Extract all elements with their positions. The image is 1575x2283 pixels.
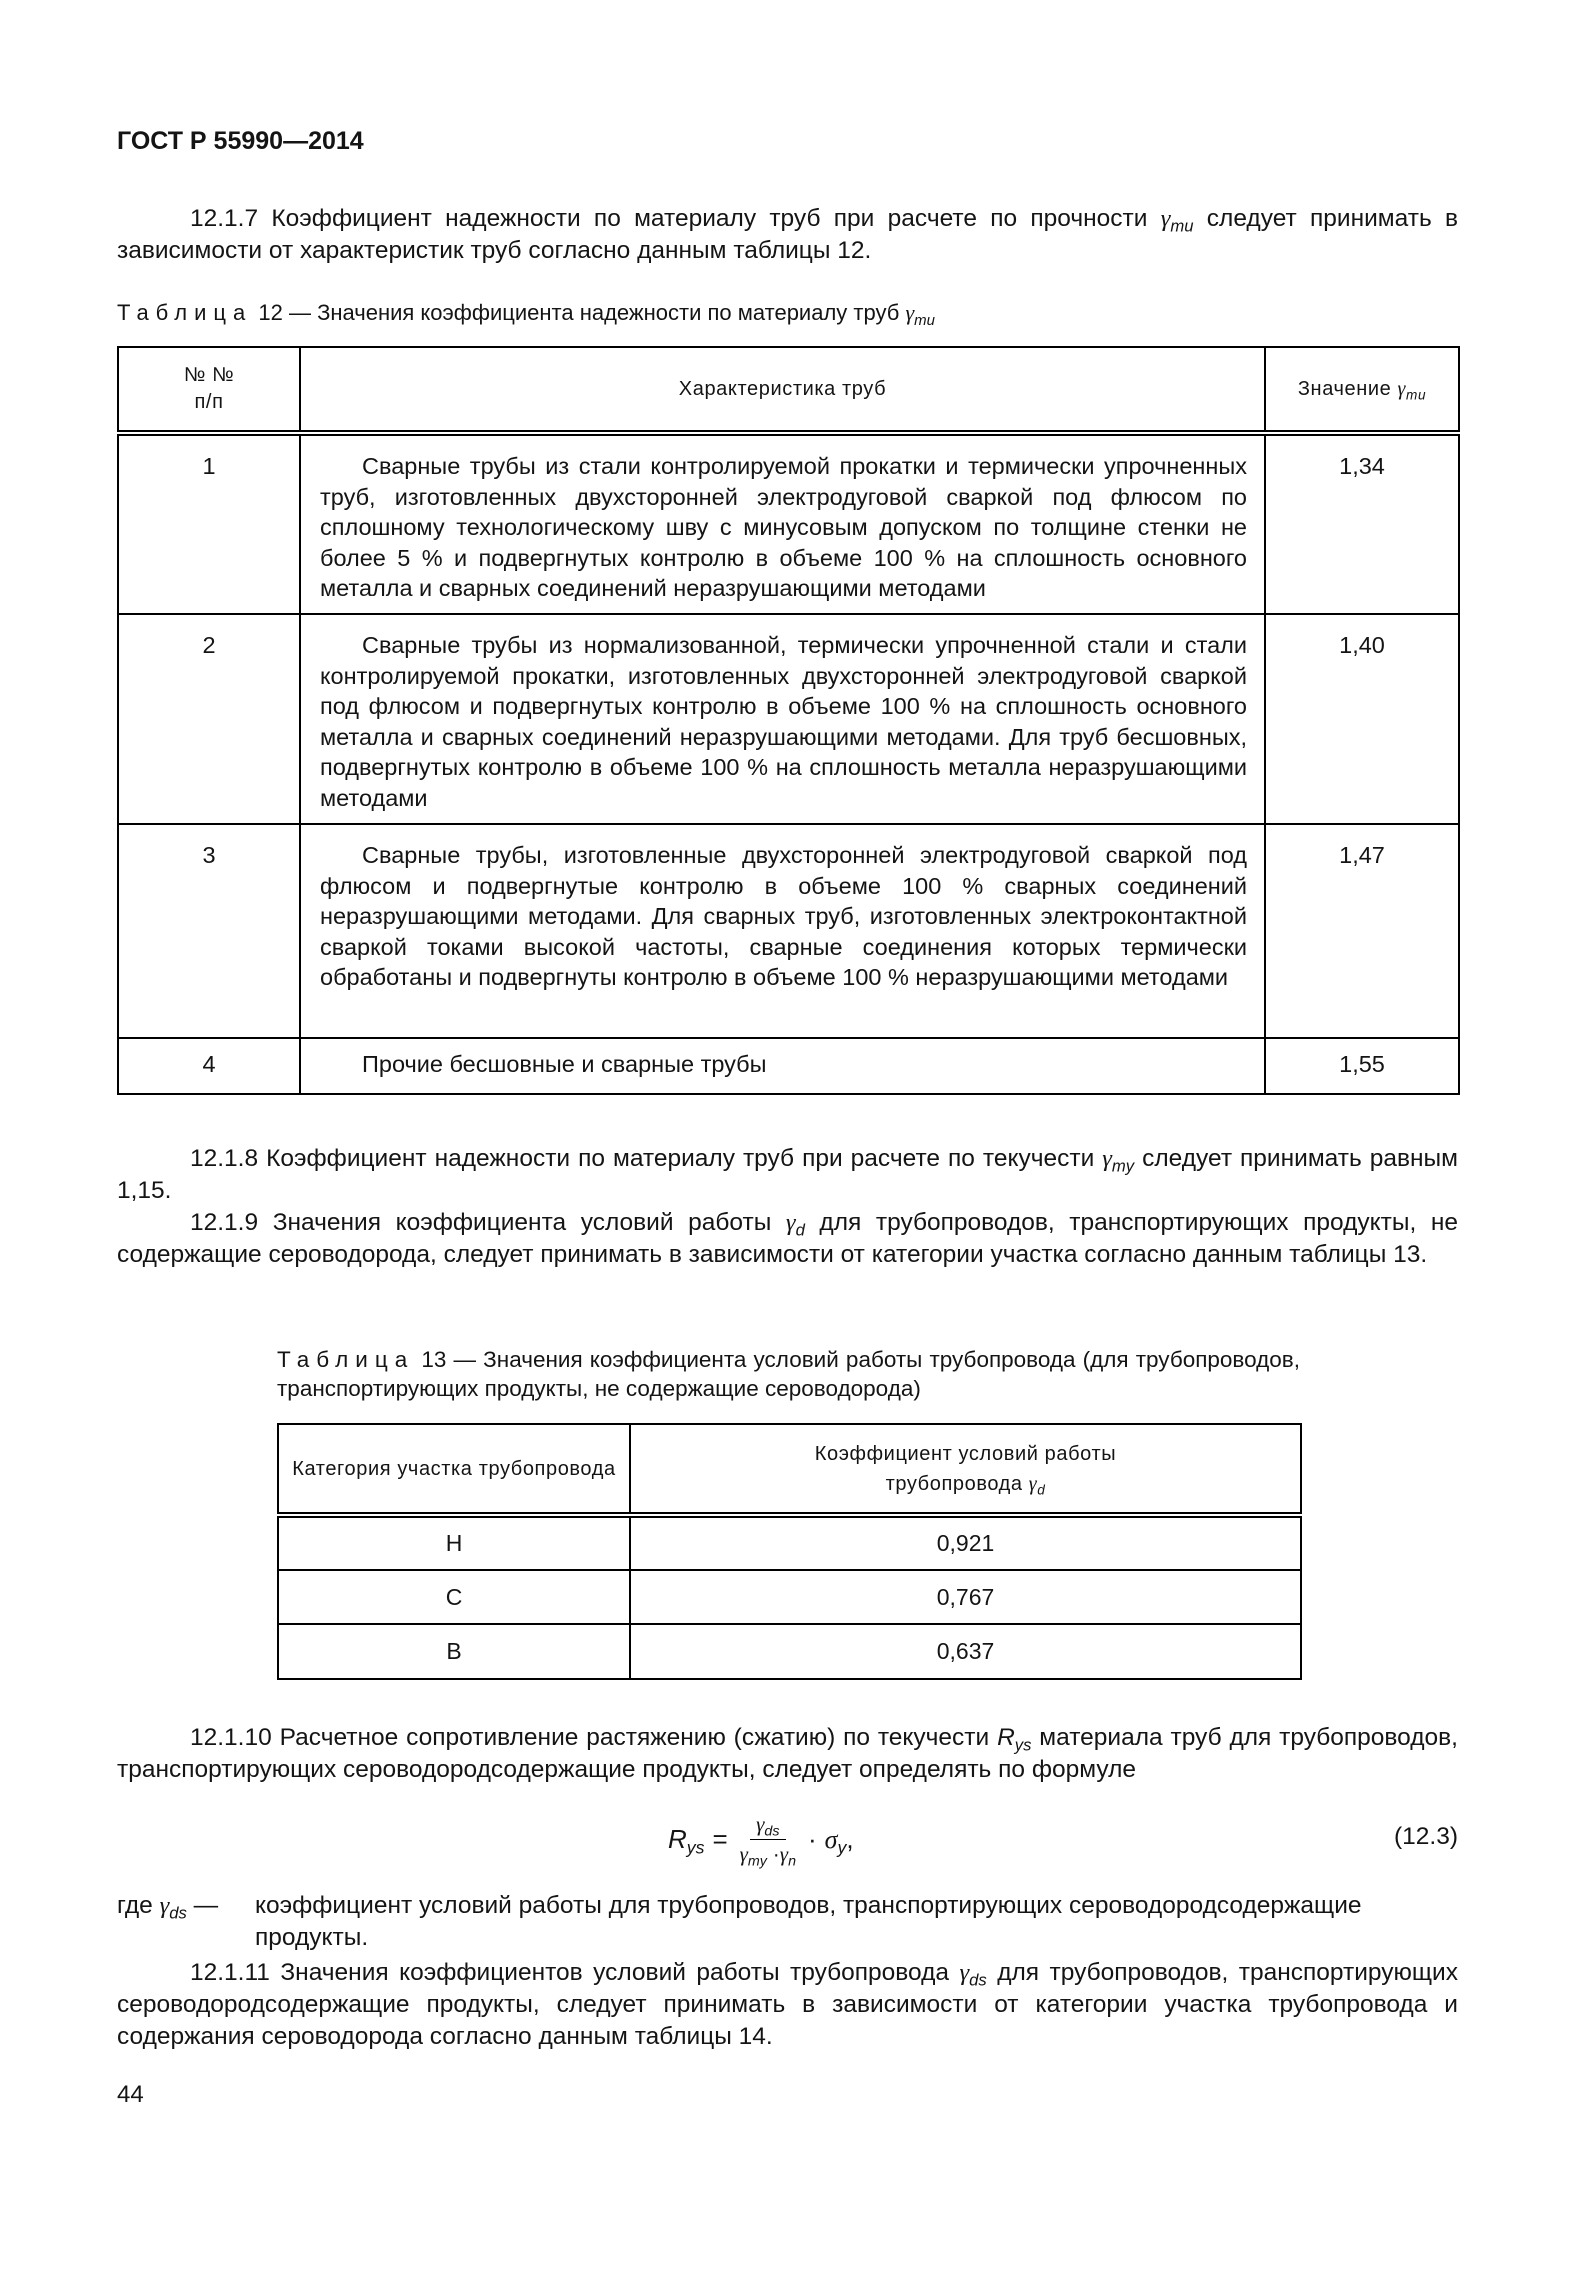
gamma-symbol: γ bbox=[1160, 205, 1171, 232]
paragraph-text: для трубопроводов, транспортирующих продукты, не содержащие сероводорода, следует принимать в зависимости от категории участка согласно данным таблицы 13. bbox=[117, 1209, 1458, 1268]
symbol-subscript: n bbox=[788, 1853, 796, 1870]
paragraph-text: следует принимать равным 1,15. bbox=[117, 1145, 1458, 1204]
gamma-symbol: γ bbox=[779, 1841, 789, 1866]
sigma-symbol: σ bbox=[824, 1824, 838, 1854]
caption-text: 12 — Значения коэффициента надежности по материалу труб bbox=[252, 300, 906, 325]
paragraph-12-1-10 bbox=[117, 1722, 1458, 1786]
row-characteristic: Сварные трубы, изготовленные двухсторонней электродуговой сваркой под флюсом и подвергнутые контролю в объеме 100 % сварных соединений неразрушающими методами. Для сварных труб, изготовленных электроконтактной сваркой токами высокой частоты, сварные соединения которых термически обработаны и подвергнуты контролю в объеме 100 % неразрушающими методами bbox=[300, 824, 1265, 1038]
row-number: 1 bbox=[118, 433, 300, 614]
formula-12-3 bbox=[668, 1808, 854, 1870]
gamma-symbol: γ bbox=[959, 1959, 970, 1986]
row-value: 1,55 bbox=[1265, 1038, 1459, 1094]
paragraph-text: 12.1.8 Коэффициент надежности по материалу труб при расчете по текучести bbox=[190, 1145, 1103, 1172]
row-category: В bbox=[278, 1624, 630, 1679]
paragraph-text: 12.1.9 Значения коэффициента условий работы bbox=[190, 1209, 786, 1236]
symbol-subscript: ds bbox=[169, 1903, 187, 1923]
paragraph-12-1-11-block bbox=[117, 1957, 1458, 2053]
row-characteristic: Сварные трубы из нормализованной, термически упрочненной стали и стали контролируемой прокатки, изготовленных двухсторонней электродуговой сваркой под флюсом и подвергнутых контролю в объеме 100 % на сплошность основного металла и сварных соединений неразрушающими методами. Для труб бесшовных, подвергнутых контролю в объеме 100 % на сплошность металла неразрушающими методами bbox=[300, 614, 1265, 824]
caption-label: Таблица bbox=[117, 300, 253, 325]
row-number: 4 bbox=[118, 1038, 300, 1094]
document-code: ГОСТ Р 55990—2014 bbox=[117, 127, 364, 155]
table-header-row bbox=[278, 1424, 1301, 1515]
gamma-symbol: γ bbox=[1397, 377, 1407, 400]
legend-label bbox=[117, 1890, 255, 1954]
row-value: 0,921 bbox=[630, 1515, 1301, 1570]
table-12-caption bbox=[117, 297, 935, 329]
symbol-subscript: ds bbox=[969, 1970, 987, 1990]
symbol-subscript: ys bbox=[686, 1837, 705, 1858]
symbol-subscript: ds bbox=[764, 1823, 780, 1840]
legend-text: коэффициент условий работы для трубопроводов, транспортирующих сероводородсодержащие продукты. bbox=[255, 1892, 1362, 1951]
header-category: Категория участка трубопровода bbox=[278, 1424, 630, 1515]
table-row bbox=[118, 433, 1459, 614]
header-coefficient-line2: трубопровода bbox=[885, 1472, 1029, 1495]
formula-legend bbox=[117, 1890, 1458, 1954]
paragraph-12-1-7-block bbox=[117, 203, 1458, 267]
paragraph-12-1-9 bbox=[117, 1207, 1458, 1271]
page-number: 44 bbox=[117, 2081, 144, 2108]
paragraph-text: следует принимать в зависимости от характеристик труб согласно данным таблицы 12. bbox=[117, 205, 1459, 264]
gamma-symbol: γ bbox=[756, 1811, 765, 1836]
row-characteristic: Сварные трубы из стали контролируемой прокатки и термически упрочненных труб, изготовленных двухсторонней электродуговой сваркой под флюсом по сплошному технологическому шву с минусовым допуском по толщине стенки не более 5 % и подвергнутых контролю в объеме 100 % на сплошность основного металла и сварных соединений неразрушающими методами bbox=[300, 433, 1265, 614]
paragraph-12-1-11 bbox=[117, 1957, 1458, 2053]
symbol-subscript: d bbox=[1037, 1481, 1046, 1497]
sigma-term bbox=[824, 1824, 847, 1858]
equals-sign: = bbox=[712, 1823, 728, 1854]
table-row bbox=[278, 1515, 1301, 1570]
table-13 bbox=[277, 1423, 1302, 1680]
paragraph-12-1-8 bbox=[117, 1143, 1458, 1207]
equation-number: (12.3) bbox=[1393, 1823, 1458, 1850]
table-row bbox=[118, 1038, 1459, 1094]
paragraph-12-1-7 bbox=[117, 203, 1458, 267]
multiply-dot: · bbox=[808, 1823, 817, 1854]
row-number: 3 bbox=[118, 824, 300, 1038]
symbol-subscript: my bbox=[1111, 1156, 1135, 1176]
row-number: 2 bbox=[118, 614, 300, 824]
gamma-symbol: γ bbox=[905, 300, 915, 325]
gamma-symbol: γ bbox=[1102, 1145, 1112, 1172]
row-characteristic: Прочие бесшовные и сварные трубы bbox=[300, 1038, 1265, 1094]
header-characteristic: Характеристика труб bbox=[300, 347, 1265, 433]
paragraph-text: 12.1.11 Значения коэффициентов условий работы трубопровода bbox=[190, 1959, 960, 1986]
legend-dash: — bbox=[186, 1892, 219, 1919]
symbol-subscript: ys bbox=[1014, 1735, 1032, 1755]
header-number bbox=[118, 347, 300, 433]
symbol-subscript: y bbox=[837, 1837, 847, 1858]
multiply-dot: · bbox=[766, 1842, 780, 1866]
gamma-symbol: γ bbox=[739, 1841, 748, 1866]
table-row bbox=[278, 1570, 1301, 1624]
row-value: 1,40 bbox=[1265, 614, 1459, 824]
table-12 bbox=[117, 346, 1460, 1095]
row-value: 1,34 bbox=[1265, 433, 1459, 614]
formula-comma: , bbox=[846, 1823, 854, 1854]
r-symbol: R bbox=[997, 1724, 1015, 1751]
header-number-line1: № № bbox=[183, 364, 235, 386]
caption-text: 13 — Значения коэффициента условий работы трубопровода (для трубопроводов, транспортирующих продукты, не содержащие сероводорода) bbox=[277, 1347, 1300, 1401]
paragraph-text: материала труб для трубопроводов, транспортирующих сероводородсодержащие продукты, следует определять по формуле bbox=[117, 1724, 1458, 1783]
paragraph-12-1-10-block bbox=[117, 1722, 1458, 1786]
header-number-line2: п/п bbox=[194, 391, 224, 413]
fraction-denominator bbox=[736, 1840, 800, 1869]
fraction-numerator bbox=[750, 1810, 785, 1840]
gamma-symbol: γ bbox=[785, 1209, 796, 1236]
symbol-subscript: mu bbox=[914, 311, 935, 329]
paragraph-text: 12.1.7 Коэффициент надежности по материалу труб при расчете по прочности bbox=[190, 205, 1161, 232]
row-category: Н bbox=[278, 1515, 630, 1570]
where-word: где bbox=[117, 1892, 160, 1919]
table-header-row bbox=[118, 347, 1459, 433]
table-row bbox=[118, 614, 1459, 824]
header-coefficient-line1: Коэффициент условий работы bbox=[814, 1442, 1117, 1465]
row-category: С bbox=[278, 1570, 630, 1624]
formula-fraction bbox=[736, 1810, 800, 1869]
formula-lhs bbox=[668, 1823, 705, 1858]
paragraph-text: для трубопроводов, транспортирующих сероводородсодержащие продукты, следует принимать в зависимости от категории участка трубопровода и содержания сероводорода согласно данным таблицы 14. bbox=[117, 1959, 1458, 2050]
row-value: 1,47 bbox=[1265, 824, 1459, 1038]
caption-label: Таблица bbox=[277, 1347, 415, 1372]
header-value-label: Значение bbox=[1297, 377, 1398, 400]
paragraph-text: 12.1.10 Расчетное сопротивление растяжению (сжатию) по текучести bbox=[190, 1724, 998, 1751]
table-13-caption bbox=[277, 1345, 1300, 1403]
symbol-subscript: d bbox=[795, 1220, 805, 1240]
gamma-symbol: γ bbox=[159, 1892, 170, 1919]
gamma-symbol: γ bbox=[1028, 1472, 1038, 1495]
table-row bbox=[278, 1624, 1301, 1679]
symbol-subscript: mu bbox=[1170, 216, 1194, 236]
r-symbol: R bbox=[668, 1823, 687, 1854]
table-row bbox=[118, 824, 1459, 1038]
row-value: 0,637 bbox=[630, 1624, 1301, 1679]
symbol-subscript: mu bbox=[1406, 386, 1427, 402]
row-value: 0,767 bbox=[630, 1570, 1301, 1624]
header-coefficient bbox=[630, 1424, 1301, 1515]
paragraphs-12-1-8-9 bbox=[117, 1143, 1458, 1271]
symbol-subscript: my bbox=[747, 1853, 767, 1870]
header-value bbox=[1265, 347, 1459, 433]
